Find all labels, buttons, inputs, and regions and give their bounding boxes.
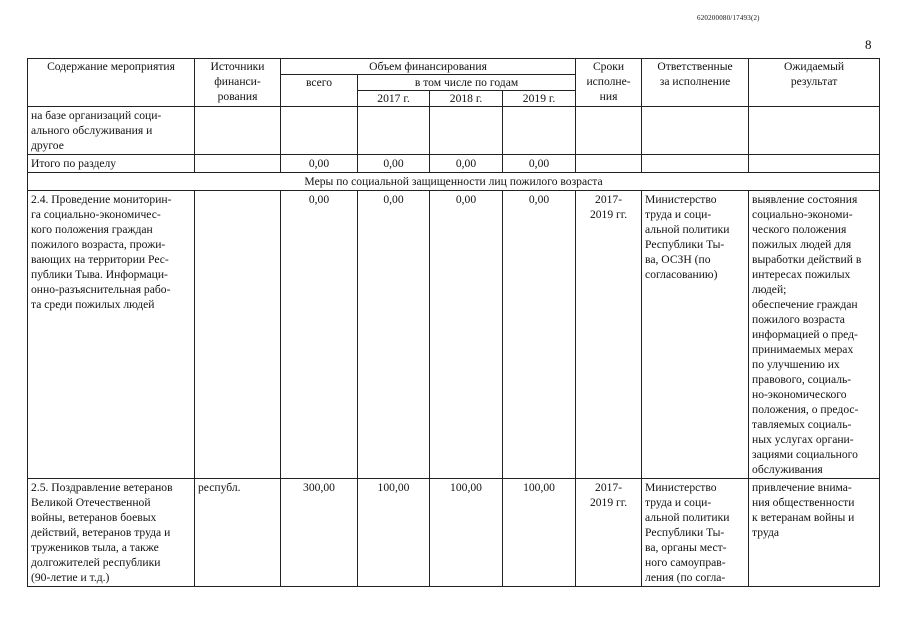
document-code: 620200080/17493(2)	[697, 14, 760, 22]
subtotal-2018: 0,00	[430, 155, 503, 173]
item-2-5-responsible: Министерство труда и соци- альной политики Республики Ты- ва, органы мест- ного самоуправ- ления (по согла-	[642, 479, 749, 587]
subtotal-2017: 0,00	[358, 155, 430, 173]
table-row-section-title	[28, 173, 880, 191]
header-row-1	[28, 59, 880, 75]
subtotal-label: Итого по разделу	[28, 155, 195, 173]
item-2-4-responsible: Министерство труда и соци- альной политики Республики Ты- ва, ОСЗН (по согласованию)	[642, 191, 749, 479]
financing-table	[27, 58, 880, 587]
header-result: Ожидаемый результат	[749, 59, 880, 107]
item-2-4-2018: 0,00	[430, 191, 503, 479]
header-terms: Сроки исполне- ния	[576, 59, 642, 107]
item-2-4-2017: 0,00	[358, 191, 430, 479]
header-total: всего	[281, 75, 358, 107]
table-row-continuation	[28, 107, 880, 155]
item-2-4-sources	[195, 191, 281, 479]
section-title: Меры по социальной защищенности лиц пожилого возраста	[28, 173, 880, 191]
item-2-4-content: 2.4. Проведение мониторин- га социально-экономичес- кого положения граждан пожилого возраста, прожи- вающих на территории Рес- публики Тыва. Информаци- онно-разъяснительная рабо- та среди пожилых людей	[28, 191, 195, 479]
header-by-years: в том числе по годам	[358, 75, 576, 91]
table-row-subtotal	[28, 155, 880, 173]
header-year-2017: 2017 г.	[358, 91, 430, 107]
header-volume: Объем финансирования	[281, 59, 576, 75]
table-row-item-2-4	[28, 191, 880, 479]
item-2-4-2019: 0,00	[503, 191, 576, 479]
header-year-2019: 2019 г.	[503, 91, 576, 107]
item-2-5-total: 300,00	[281, 479, 358, 587]
subtotal-total: 0,00	[281, 155, 358, 173]
item-2-5-terms: 2017- 2019 гг.	[576, 479, 642, 587]
header-sources: Источники финанси- рования	[195, 59, 281, 107]
header-year-2018: 2018 г.	[430, 91, 503, 107]
page-number: 8	[865, 37, 872, 52]
item-2-5-content: 2.5. Поздравление ветеранов Великой Отечественной войны, ветеранов боевых действий, ветеранов труда и тружеников тыла, а также долгожителей республики (90-летие и т.д.)	[28, 479, 195, 587]
item-2-5-2019: 100,00	[503, 479, 576, 587]
header-content: Содержание мероприятия	[28, 59, 195, 107]
item-2-5-result: привлечение внима- ния общественности к ветеранам войны и труда	[749, 479, 880, 587]
item-2-5-sources: республ.	[195, 479, 281, 587]
continuation-content: на базе организаций соци- ального обслуживания и другое	[28, 107, 195, 155]
item-2-4-terms: 2017- 2019 гг.	[576, 191, 642, 479]
item-2-4-total: 0,00	[281, 191, 358, 479]
item-2-4-result: выявление состояния социально-экономи- ческого положения пожилых людей для выработки действий в интересах пожилых людей; обеспечение граждан пожилого возраста информацией о пред- принимаемых мерах по улучшению их правового, социаль- но-экономического положения, о предос- тавляемых социаль- ных услугах органи- зациями социального обслуживания	[749, 191, 880, 479]
item-2-5-2017: 100,00	[358, 479, 430, 587]
header-responsible: Ответственные за исполнение	[642, 59, 749, 107]
table-row-item-2-5	[28, 479, 880, 587]
item-2-5-2018: 100,00	[430, 479, 503, 587]
subtotal-2019: 0,00	[503, 155, 576, 173]
